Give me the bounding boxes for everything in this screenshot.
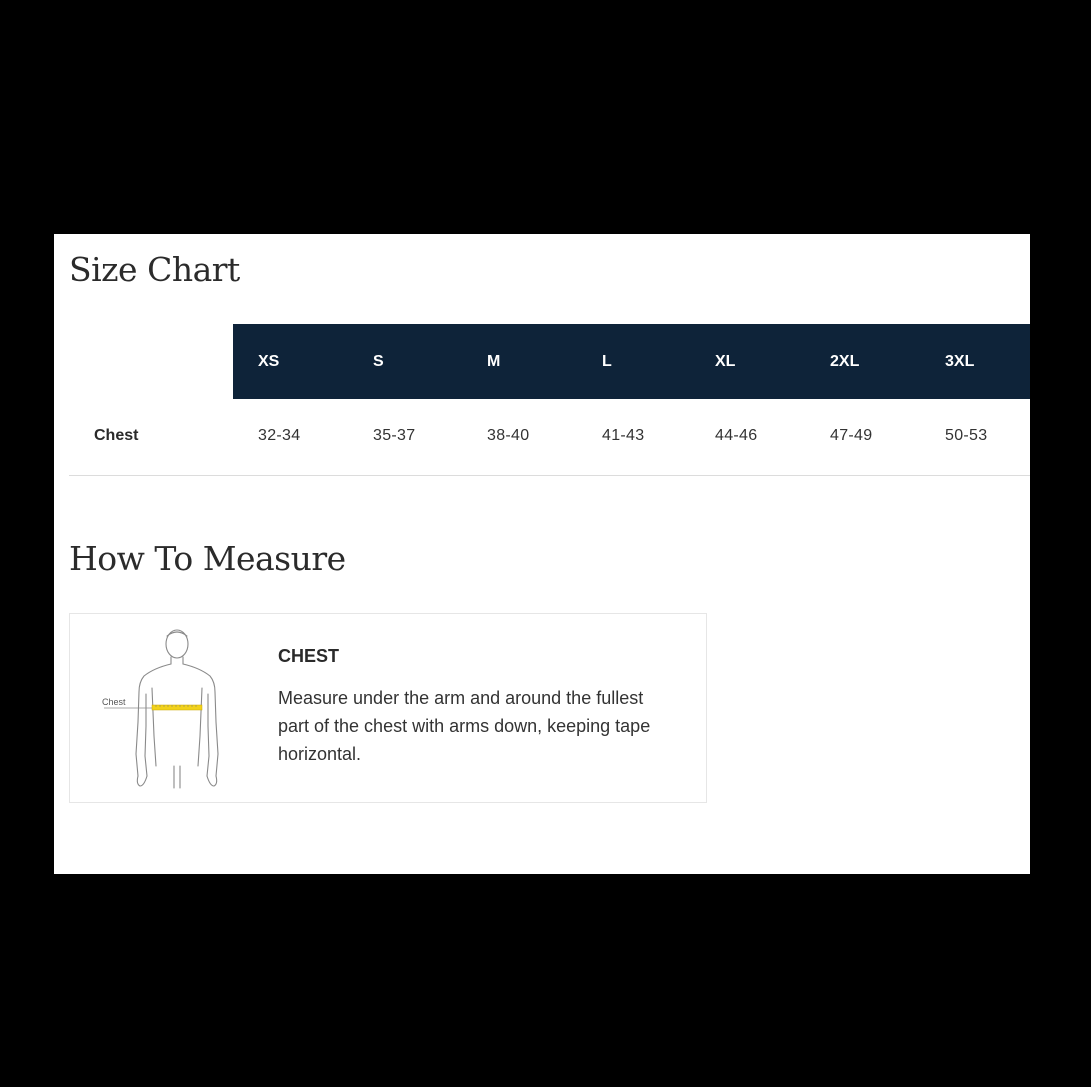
- size-l-header: L: [602, 353, 612, 370]
- chest-value-m: 38-40: [487, 427, 530, 444]
- size-chart-panel: [54, 234, 1030, 874]
- size-xs-header: XS: [258, 353, 280, 370]
- measure-heading-chest: CHEST: [278, 646, 340, 666]
- measure-description-chest: Measure under the arm and around the fullest part of the chest with arms down, keeping tape horizontal.: [278, 688, 651, 764]
- chest-value-xs: 32-34: [258, 427, 301, 444]
- chest-value-s: 35-37: [373, 427, 416, 444]
- measure-card-chest: [69, 613, 707, 803]
- size-m-header: M: [487, 353, 501, 370]
- chest-value-xl: 44-46: [715, 427, 758, 444]
- chest-value-2xl: 47-49: [830, 427, 873, 444]
- size-2xl-header: 2XL: [830, 353, 860, 370]
- how-to-measure-title: How To Measure: [69, 539, 346, 578]
- chest-row-label: Chest: [94, 427, 139, 444]
- chest-value-3xl: 50-53: [945, 427, 988, 444]
- size-s-header: S: [373, 353, 384, 370]
- size-xl-header: XL: [715, 353, 736, 370]
- size-header-row: [233, 324, 1030, 399]
- size-3xl-header: 3XL: [945, 353, 975, 370]
- row-divider: [69, 475, 1030, 476]
- chest-value-l: 41-43: [602, 427, 645, 444]
- body-figure-icon: [94, 626, 254, 794]
- size-chart-title: Size Chart: [69, 250, 240, 289]
- figure-label-chest: Chest: [102, 697, 126, 707]
